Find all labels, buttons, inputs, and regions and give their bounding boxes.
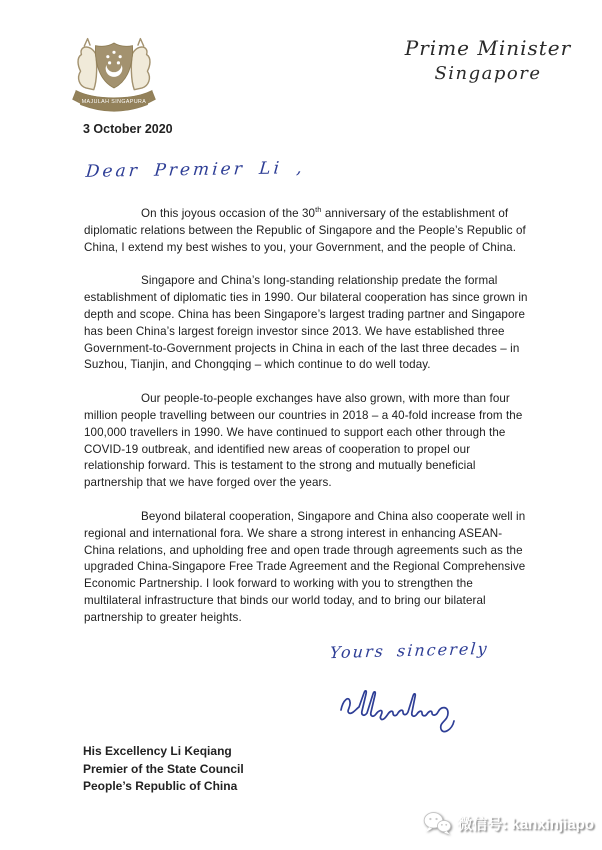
singapore-coat-of-arms: [70, 34, 158, 126]
paragraph-4: Beyond bilateral cooperation, Singapore and China also cooperate well in regional and international fora. We share a strong interest in enhancing ASEAN-China relations, and upholding free and open trade through agreements such as the upgraded China-Singapore Free Trade Agreement and the Regional Comprehensive Economic Partnership. I look forward to working with you to strengthen the multilateral infrastructure that binds our world today, and to bring our bilateral partnership to greater heights.: [84, 509, 526, 624]
watermark-text: 微信号: kanxinjiapo: [457, 815, 594, 833]
letter-body: [84, 206, 530, 644]
paragraph-1-text: On this joyous occasion of the 30: [141, 207, 316, 220]
signature-lee-hsien-loong: [334, 676, 492, 736]
paragraph-1: [84, 206, 530, 256]
paragraph-2: Singapore and China’s long-standing relationship predate the formal establishment of diplomatic ties in 1990. Our bilateral cooperation has since grown in depth and scope. China has been Singapore’s largest trading partner and Singapore has been China’s largest foreign investor since 2013. We have established three Government-to-Government projects in China in each of the last three decades – in Suzhou, Tianjin, and Chongqing – which continue to do well today.: [84, 274, 528, 372]
recipient-block: [83, 743, 244, 796]
office-title: Prime Minister: [404, 36, 572, 60]
paragraph-1-text-cont: anniversary of the establishment of diplomatic relations between the Republic of Singapore and the People’s Republic of China, I extend my best wishes to you, your Government, and the people of China.: [84, 207, 526, 254]
wechat-icon: [422, 810, 452, 836]
handwritten-salutation: Dear Premier Li ,: [84, 158, 306, 182]
lion-supporter: [78, 47, 97, 90]
office-header: [388, 36, 588, 84]
letter-date: 3 October 2020: [83, 122, 173, 136]
coat-of-arms-graphic: [70, 34, 158, 126]
wechat-watermark: [422, 810, 594, 836]
recipient-title: Premier of the State Council: [83, 761, 244, 776]
crest-banner-text: MAJULAH SINGAPURA: [81, 98, 147, 105]
ordinal-superscript: th: [315, 205, 322, 215]
handwritten-closing: Yours sincerely: [329, 638, 490, 663]
recipient-country: People’s Republic of China: [83, 779, 238, 793]
tiger-supporter: [131, 47, 150, 90]
paragraph-3: Our people-to-people exchanges have also grown, with more than four million people travelling between our countries in 2018 – a 40-fold increase from the 100,000 travellers in 1990. We have continued to support each other through the COVID-19 outbreak, and identified new areas of cooperation to propel our relationship forward. This is testament to the strong and mutually beneficial partnership that we have forged over the years.: [84, 392, 523, 490]
recipient-name: His Excellency Li Keqiang: [83, 744, 232, 758]
office-country: Singapore: [434, 63, 542, 84]
